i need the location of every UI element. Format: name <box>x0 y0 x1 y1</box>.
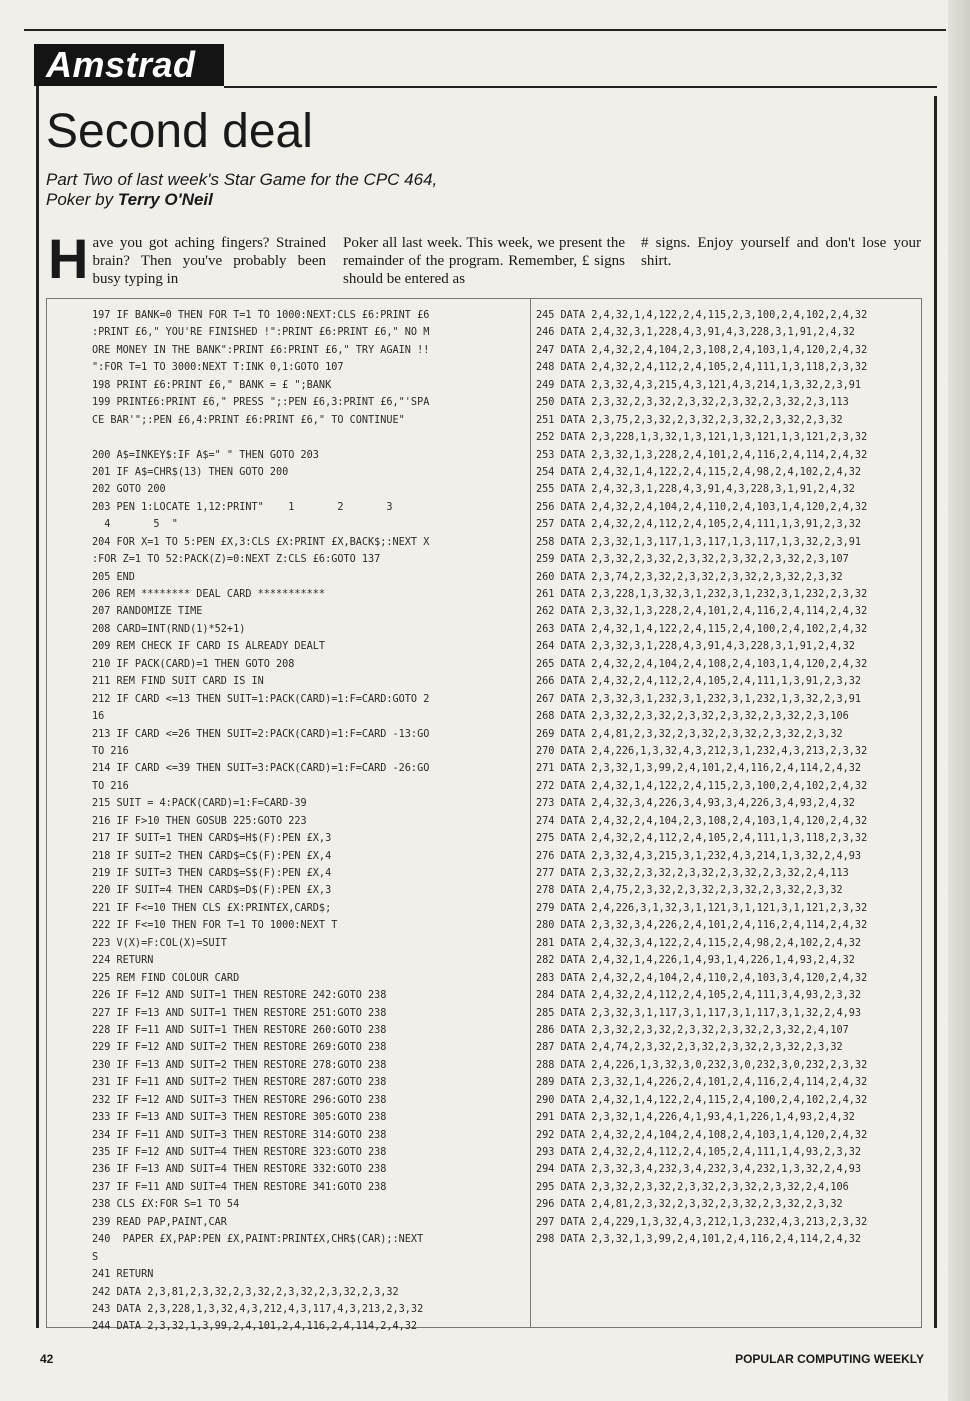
code-line: 250 DATA 2,3,32,2,3,32,2,3,32,2,3,32,2,3,32,2,3,113 <box>536 397 849 409</box>
code-line: 249 DATA 2,3,32,4,3,215,4,3,121,4,3,214,1,3,32,2,3,91 <box>536 379 862 391</box>
code-line: 283 DATA 2,4,32,2,4,104,2,4,110,2,4,103,3,4,120,2,4,32 <box>536 972 868 984</box>
code-line: 276 DATA 2,3,32,4,3,215,3,1,232,4,3,214,1,3,32,2,4,93 <box>536 850 862 862</box>
code-line: 291 DATA 2,3,32,1,4,226,4,1,93,4,1,226,1,4,93,2,4,32 <box>536 1112 855 1124</box>
code-line: 223 V(X)=F:COL(X)=SUIT <box>92 937 227 949</box>
code-line: 214 IF CARD <=39 THEN SUIT=3:PACK(CARD)=1:F=CARD -26:GO <box>92 763 430 775</box>
code-line: 234 IF F=11 AND SUIT=3 THEN RESTORE 314:GOTO 238 <box>92 1129 387 1141</box>
code-line: 298 DATA 2,3,32,1,3,99,2,4,101,2,4,116,2,4,114,2,4,32 <box>536 1234 862 1246</box>
code-line: 207 RANDOMIZE TIME <box>92 606 203 618</box>
code-line: 284 DATA 2,4,32,2,4,112,2,4,105,2,4,111,3,4,93,2,3,32 <box>536 990 862 1002</box>
code-line: 202 GOTO 200 <box>92 484 166 496</box>
code-line: 286 DATA 2,3,32,2,3,32,2,3,32,2,3,32,2,3,32,2,4,107 <box>536 1024 849 1036</box>
code-line: 277 DATA 2,3,32,2,3,32,2,3,32,2,3,32,2,3,32,2,4,113 <box>536 868 849 879</box>
intro-column-2: Poker all last week. This week, we present the remainder of the program. Remember, £ signs should be entered as <box>343 235 625 287</box>
code-line: 203 PEN 1:LOCATE 1,12:PRINT" 1 2 3 <box>92 501 393 513</box>
code-line: 262 DATA 2,3,32,1,3,228,2,4,101,2,4,116,2,4,114,2,4,32 <box>536 606 868 618</box>
code-line: 275 DATA 2,4,32,2,4,112,2,4,105,2,4,111,1,3,118,2,3,32 <box>536 833 868 845</box>
subtitle-line1: Part Two of last week's Star Game for the CPC 464, <box>46 170 438 189</box>
program-listing-left <box>92 307 429 1336</box>
code-line: 244 DATA 2,3,32,1,3,99,2,4,101,2,4,116,2,4,114,2,4,32 <box>92 1321 418 1333</box>
code-line: 227 IF F=13 AND SUIT=1 THEN RESTORE 251:GOTO 238 <box>92 1007 387 1019</box>
program-listing-right <box>536 307 867 1249</box>
code-line: 261 DATA 2,3,228,1,3,32,3,1,232,3,1,232,3,1,232,2,3,32 <box>536 589 868 600</box>
code-line: :FOR Z=1 TO 52:PACK(Z)=0:NEXT Z:CLS £6:GOTO 137 <box>92 554 381 566</box>
code-line: 254 DATA 2,4,32,1,4,122,2,4,115,2,4,98,2,4,102,2,4,32 <box>536 466 862 478</box>
code-line: 210 IF PACK(CARD)=1 THEN GOTO 208 <box>92 658 295 670</box>
code-line: 199 PRINT£6:PRINT £6," PRESS ";:PEN £6,3:PRINT £6,"'SPA <box>92 397 430 409</box>
code-line: 233 IF F=13 AND SUIT=3 THEN RESTORE 305:GOTO 238 <box>92 1112 387 1124</box>
code-line: 257 DATA 2,4,32,2,4,112,2,4,105,2,4,111,1,3,91,2,3,32 <box>536 519 862 531</box>
frame-left-rule <box>36 86 39 1328</box>
code-line: 278 DATA 2,4,75,2,3,32,2,3,32,2,3,32,2,3,32,2,3,32 <box>536 885 843 897</box>
code-line: 208 CARD=INT(RND(1)*52+1) <box>92 623 246 635</box>
code-line: 252 DATA 2,3,228,1,3,32,1,3,121,1,3,121,1,3,121,2,3,32 <box>536 432 868 444</box>
code-line: ":FOR T=1 TO 3000:NEXT T:INK 0,1:GOTO 107 <box>92 362 344 374</box>
top-rule <box>24 29 946 31</box>
code-line: 236 IF F=13 AND SUIT=4 THEN RESTORE 332:GOTO 238 <box>92 1164 387 1176</box>
code-line: 237 IF F=11 AND SUIT=4 THEN RESTORE 341:GOTO 238 <box>92 1181 387 1193</box>
frame-top-rule <box>224 86 937 88</box>
code-line: 238 CLS £X:FOR S=1 TO 54 <box>92 1199 240 1211</box>
subtitle-line2-prefix: Poker by <box>46 190 118 209</box>
code-line: 270 DATA 2,4,226,1,3,32,4,3,212,3,1,232,4,3,213,2,3,32 <box>536 745 868 757</box>
code-line: 248 DATA 2,4,32,2,4,112,2,4,105,2,4,111,1,3,118,2,3,32 <box>536 362 868 374</box>
code-line: 279 DATA 2,4,226,3,1,32,3,1,121,3,1,121,3,1,121,2,3,32 <box>536 902 868 914</box>
article-subtitle <box>46 170 606 210</box>
intro-text-1: ave you got aching fingers? Strained brain? Then you've probably been busy typing in <box>92 235 326 287</box>
code-line: 296 DATA 2,4,81,2,3,32,2,3,32,2,3,32,2,3,32,2,3,32 <box>536 1199 843 1211</box>
code-line: 287 DATA 2,4,74,2,3,32,2,3,32,2,3,32,2,3,32,2,3,32 <box>536 1042 843 1054</box>
code-line: 271 DATA 2,3,32,1,3,99,2,4,101,2,4,116,2,4,114,2,4,32 <box>536 763 862 775</box>
code-line: 4 5 " <box>92 519 178 531</box>
code-line: 246 DATA 2,4,32,3,1,228,4,3,91,4,3,228,3,1,91,2,4,32 <box>536 327 855 339</box>
code-line: 272 DATA 2,4,32,1,4,122,2,4,115,2,3,100,2,4,102,2,4,32 <box>536 780 868 792</box>
code-line: 274 DATA 2,4,32,2,4,104,2,3,108,2,4,103,1,4,120,2,4,32 <box>536 815 868 827</box>
code-line: 205 END <box>92 571 135 583</box>
article-title: Second deal <box>46 105 313 158</box>
code-line: 255 DATA 2,4,32,3,1,228,4,3,91,4,3,228,3,1,91,2,4,32 <box>536 484 855 496</box>
code-line: 297 DATA 2,4,229,1,3,32,4,3,212,1,3,232,4,3,213,2,3,32 <box>536 1216 868 1228</box>
code-line: 231 IF F=11 AND SUIT=2 THEN RESTORE 287:GOTO 238 <box>92 1077 387 1089</box>
code-line: 280 DATA 2,3,32,3,4,226,2,4,101,2,4,116,2,4,114,2,4,32 <box>536 920 868 932</box>
code-line: 245 DATA 2,4,32,1,4,122,2,4,115,2,3,100,2,4,102,2,4,32 <box>536 310 868 321</box>
code-line: 222 IF F<=10 THEN FOR T=1 TO 1000:NEXT T <box>92 920 338 932</box>
code-line: 241 RETURN <box>92 1269 154 1281</box>
code-line: 200 A$=INKEY$:IF A$=" " THEN GOTO 203 <box>92 449 319 461</box>
code-line: 219 IF SUIT=3 THEN CARD$=S$(F):PEN £X,4 <box>92 868 332 879</box>
code-line: 258 DATA 2,3,32,1,3,117,1,3,117,1,3,117,1,3,32,2,3,91 <box>536 536 862 548</box>
code-line: 247 DATA 2,4,32,2,4,104,2,3,108,2,4,103,1,4,120,2,4,32 <box>536 344 868 356</box>
code-line: 225 REM FIND COLOUR CARD <box>92 972 240 984</box>
code-line: 239 READ PAP,PAINT,CAR <box>92 1216 227 1228</box>
code-line: 266 DATA 2,4,32,2,4,112,2,4,105,2,4,111,1,3,91,2,3,32 <box>536 676 862 688</box>
code-line: 201 IF A$=CHR$(13) THEN GOTO 200 <box>92 466 289 478</box>
frame-right-rule <box>934 96 937 1328</box>
code-line: 265 DATA 2,4,32,2,4,104,2,4,108,2,4,103,1,4,120,2,4,32 <box>536 658 868 670</box>
code-line: 217 IF SUIT=1 THEN CARD$=H$(F):PEN £X,3 <box>92 833 332 845</box>
code-line: CE BAR'";:PEN £6,4:PRINT £6:PRINT £6," TO CONTINUE" <box>92 414 405 426</box>
code-line: 256 DATA 2,4,32,2,4,104,2,4,110,2,4,103,1,4,120,2,4,32 <box>536 501 868 513</box>
code-line: S <box>92 1251 99 1263</box>
code-line: 243 DATA 2,3,228,1,3,32,4,3,212,4,3,117,4,3,213,2,3,32 <box>92 1303 424 1315</box>
code-line: 281 DATA 2,4,32,3,4,122,2,4,115,2,4,98,2,4,102,2,4,32 <box>536 937 862 949</box>
code-line: 229 IF F=12 AND SUIT=2 THEN RESTORE 269:GOTO 238 <box>92 1042 387 1054</box>
code-line: 232 IF F=12 AND SUIT=3 THEN RESTORE 296:GOTO 238 <box>92 1094 387 1106</box>
code-line: 253 DATA 2,3,32,1,3,228,2,4,101,2,4,116,2,4,114,2,4,32 <box>536 449 868 461</box>
code-line: TO 216 <box>92 780 129 792</box>
code-line: 198 PRINT £6:PRINT £6," BANK = £ ";BANK <box>92 379 332 391</box>
code-line: 293 DATA 2,4,32,2,4,112,2,4,105,2,4,111,1,4,93,2,3,32 <box>536 1147 862 1158</box>
code-line: 215 SUIT = 4:PACK(CARD)=1:F=CARD-39 <box>92 798 307 810</box>
code-line: 209 REM CHECK IF CARD IS ALREADY DEALT <box>92 641 326 653</box>
drop-cap: H <box>48 227 89 290</box>
author-name: Terry O'Neil <box>117 190 213 209</box>
listing-column-divider <box>530 298 531 1328</box>
code-line: 285 DATA 2,3,32,3,1,117,3,1,117,3,1,117,3,1,32,2,4,93 <box>536 1007 862 1019</box>
code-line: 294 DATA 2,3,32,3,4,232,3,4,232,3,4,232,1,3,32,2,4,93 <box>536 1164 862 1176</box>
code-line: 218 IF SUIT=2 THEN CARD$=C$(F):PEN £X,4 <box>92 850 332 862</box>
code-line: 226 IF F=12 AND SUIT=1 THEN RESTORE 242:GOTO 238 <box>92 990 387 1002</box>
code-line: 264 DATA 2,3,32,3,1,228,4,3,91,4,3,228,3,1,91,2,4,32 <box>536 641 855 653</box>
code-line: 273 DATA 2,4,32,3,4,226,3,4,93,3,4,226,3,4,93,2,4,32 <box>536 798 855 810</box>
code-line: 260 DATA 2,3,74,2,3,32,2,3,32,2,3,32,2,3,32,2,3,32 <box>536 571 843 583</box>
code-line: 216 IF F>10 THEN GOSUB 225:GOTO 223 <box>92 815 307 827</box>
publication-name: POPULAR COMPUTING WEEKLY <box>735 1352 924 1366</box>
code-line: 292 DATA 2,4,32,2,4,104,2,4,108,2,4,103,1,4,120,2,4,32 <box>536 1129 868 1141</box>
code-line: 269 DATA 2,4,81,2,3,32,2,3,32,2,3,32,2,3,32,2,3,32 <box>536 728 843 740</box>
section-masthead: Amstrad <box>34 44 224 86</box>
code-line: 290 DATA 2,4,32,1,4,122,2,4,115,2,4,100,2,4,102,2,4,32 <box>536 1094 868 1106</box>
code-line <box>92 429 429 446</box>
intro-column-1 <box>48 227 326 290</box>
code-line: 268 DATA 2,3,32,2,3,32,2,3,32,2,3,32,2,3,32,2,3,106 <box>536 711 849 723</box>
code-line: TO 216 <box>92 745 129 757</box>
code-line: 206 REM ******** DEAL CARD *********** <box>92 589 326 600</box>
code-line: 259 DATA 2,3,32,2,3,32,2,3,32,2,3,32,2,3,32,2,3,107 <box>536 554 849 566</box>
code-line: 221 IF F<=10 THEN CLS £X:PRINT£X,CARD$; <box>92 902 332 914</box>
code-line: 224 RETURN <box>92 955 154 967</box>
code-line: :PRINT £6," YOU'RE FINISHED !":PRINT £6:PRINT £6," NO M <box>92 327 430 339</box>
code-line: 295 DATA 2,3,32,2,3,32,2,3,32,2,3,32,2,3,32,2,4,106 <box>536 1181 849 1193</box>
page-number: 42 <box>40 1352 54 1366</box>
code-line: ORE MONEY IN THE BANK":PRINT £6:PRINT £6," TRY AGAIN !! <box>92 344 430 356</box>
code-line: 267 DATA 2,3,32,3,1,232,3,1,232,3,1,232,1,3,32,2,3,91 <box>536 693 862 705</box>
code-line: 263 DATA 2,4,32,1,4,122,2,4,115,2,4,100,2,4,102,2,4,32 <box>536 623 868 635</box>
code-line: 211 REM FIND SUIT CARD IS IN <box>92 676 264 688</box>
code-line: 16 <box>92 711 105 723</box>
code-line: 235 IF F=12 AND SUIT=4 THEN RESTORE 323:GOTO 238 <box>92 1147 387 1158</box>
code-line: 228 IF F=11 AND SUIT=1 THEN RESTORE 260:GOTO 238 <box>92 1024 387 1036</box>
code-line: 282 DATA 2,4,32,1,4,226,1,4,93,1,4,226,1,4,93,2,4,32 <box>536 955 855 967</box>
code-line: 289 DATA 2,3,32,1,4,226,2,4,101,2,4,116,2,4,114,2,4,32 <box>536 1077 868 1089</box>
code-line: 230 IF F=13 AND SUIT=2 THEN RESTORE 278:GOTO 238 <box>92 1059 387 1071</box>
code-line: 197 IF BANK=0 THEN FOR T=1 TO 1000:NEXT:CLS £6:PRINT £6 <box>92 310 430 321</box>
code-line: 240 PAPER £X,PAP:PEN £X,PAINT:PRINT£X,CHR$(CAR);:NEXT <box>92 1234 424 1246</box>
intro-column-3: # signs. Enjoy yourself and don't lose your shirt. <box>641 235 921 269</box>
code-line: 242 DATA 2,3,81,2,3,32,2,3,32,2,3,32,2,3,32,2,3,32 <box>92 1286 399 1298</box>
code-line: 213 IF CARD <=26 THEN SUIT=2:PACK(CARD)=1:F=CARD -13:GO <box>92 728 430 740</box>
code-line: 212 IF CARD <=13 THEN SUIT=1:PACK(CARD)=1:F=CARD:GOTO 2 <box>92 693 430 705</box>
code-line: 220 IF SUIT=4 THEN CARD$=D$(F):PEN £X,3 <box>92 885 332 897</box>
code-line: 288 DATA 2,4,226,1,3,32,3,0,232,3,0,232,3,0,232,2,3,32 <box>536 1059 868 1071</box>
code-line: 251 DATA 2,3,75,2,3,32,2,3,32,2,3,32,2,3,32,2,3,32 <box>536 414 843 426</box>
code-line: 204 FOR X=1 TO 5:PEN £X,3:CLS £X:PRINT £X,BACK$;:NEXT X <box>92 536 430 548</box>
page-edge <box>948 0 970 1401</box>
